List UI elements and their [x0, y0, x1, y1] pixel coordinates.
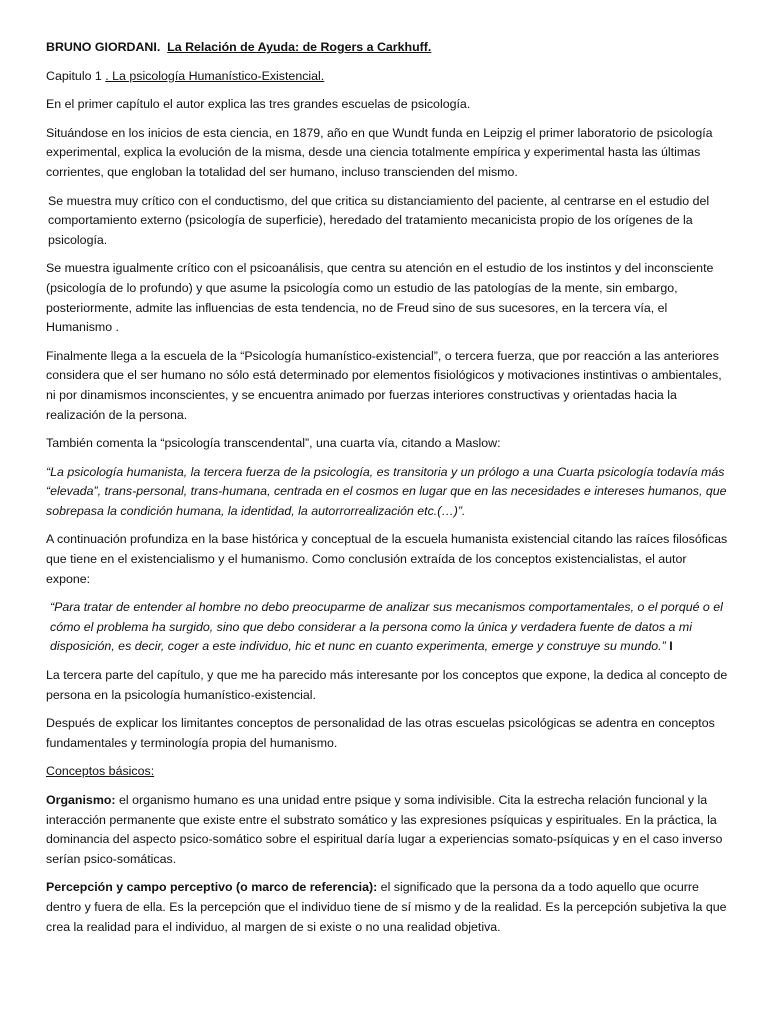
document-page — [46, 38, 730, 946]
concept-organismo-term: Organismo: — [46, 793, 116, 807]
paragraph-concepts-intro: Después de explicar los limitantes conceptos de personalidad de las otras escuelas psicológicas se adentra en conceptos fundamentales y terminología propia del humanismo. — [46, 716, 715, 750]
concept-percepcion-text: el significado que la persona da a todo aquello que ocurre dentro y fuera de ella. Es la percepción que el individuo tiene de sí mismo y de la realidad. Es la percepción subjetiva la que crea la realidad para el individuo, al margen de si existe o no una realidad objetiva. — [46, 880, 727, 934]
chapter-number: Capitulo 1 — [46, 68, 102, 83]
quote-maslow: “La psicología humanista, la tercera fuerza de la psicología, es transitoria y un prólogo a una Cuarta psicología todavía más “elevada”, trans-personal, trans-humana, centrada en el cosmos en lugar que en las necesidades e intereses humanos, que sobrepasa la condición humana, la identidad, la autorrorrealización etc.(…)”. — [46, 464, 727, 518]
concepts-heading: Conceptos básicos: — [46, 764, 155, 779]
chapter-name: . La psicología Humanístico-Existencial. — [105, 68, 325, 83]
paragraph-transcendental: También comenta la “psicología transcendental”, una cuarta vía, citando a Maslow: — [46, 436, 501, 451]
paragraph-person: La tercera parte del capítulo, y que me ha parecido más interesante por los conceptos que expone, la dedica al concepto de persona en la psicología humanístico-existencial. — [46, 668, 728, 702]
quote-author-tail: I — [669, 639, 673, 654]
quote-author — [46, 598, 730, 657]
paragraph-existential: A continuación profundiza en la base histórica y conceptual de la escuela humanista existencial citando las raíces filosóficas que tiene en el existencialismo y el humanismo. Como conclusión extraída de los conceptos existencialistas, el autor expone: — [46, 532, 728, 586]
chapter-heading — [46, 67, 730, 87]
author-name: BRUNO GIORDANI. — [46, 40, 161, 54]
paragraph-history: Situándose en los inicios de esta ciencia, en 1879, año en que Wundt funda en Leipzig el primer laboratorio de psicología experimental, explica la evolución de la misma, desde una ciencia totalmente empírica y experimental hasta las últimas corrientes, que engloban la totalidad del ser humano, incluso transcienden del mismo. — [46, 125, 713, 179]
concept-percepcion — [46, 878, 730, 937]
paragraph-humanistic: Finalmente llega a la escuela de la “Psicología humanístico-existencial”, o tercera fuerza, que por reacción a las anteriores considera que el ser humano no sólo está determinado por elementos fisiológicos y motivaciones instintivas o ambientales, ni por dinamismos inconscientes, y se encuentra animado por fuerzas interiores constructivas y orientadas hacia la realización de la persona. — [46, 348, 722, 422]
document-title — [46, 38, 730, 58]
paragraph-behaviorism: Se muestra muy crítico con el conductismo, del que critica su distanciamiento del paciente, al centrarse en el estudio del comportamiento externo (psicología de superficie), heredado del tratamiento mecanicista propio de los orígenes de la psicología. — [48, 193, 710, 247]
concept-percepcion-term: Percepción y campo perceptivo (o marco de referencia): — [46, 880, 378, 895]
work-title: La Relación de Ayuda: de Rogers a Carkhuff. — [167, 40, 432, 54]
paragraph-intro: En el primer capítulo el autor explica las tres grandes escuelas de psicología. — [46, 97, 471, 112]
paragraph-psychoanalysis: Se muestra igualmente crítico con el psicoanálisis, que centra su atención en el estudio de los instintos y del inconsciente (psicología de lo profundo) y que asume la psicología como un estudio de las patologías de la mente, sin embargo, posteriormente, admite las influencias de esta tendencia, no de Freud sino de sus sucesores, en la tercera vía, el Humanismo . — [46, 261, 714, 335]
quote-author-text: “Para tratar de entender al hombre no debo preocuparme de analizar sus mecanismos comportamentales, o el porqué o el cómo el problema ha surgido, sino que debo considerar a la persona como la única y verdadera fuente de datos a mi disposición, es decir, coger a este individuo, hic et nunc en cuanto experimenta, emerge y construye su mundo.” — [50, 600, 723, 654]
concept-organismo — [46, 791, 730, 869]
concept-organismo-text: el organismo humano es una unidad entre psique y soma indivisible. Cita la estrecha relación funcional y la interacción permanente que existe entre el substrato somático y las expresiones psíquicas y espirituales. En la práctica, la dominancia del aspecto psico-somático sobre el espiritual daría lugar a experiencias somato-psíquicas y en el caso inverso serían psico-somáticas. — [46, 793, 723, 866]
